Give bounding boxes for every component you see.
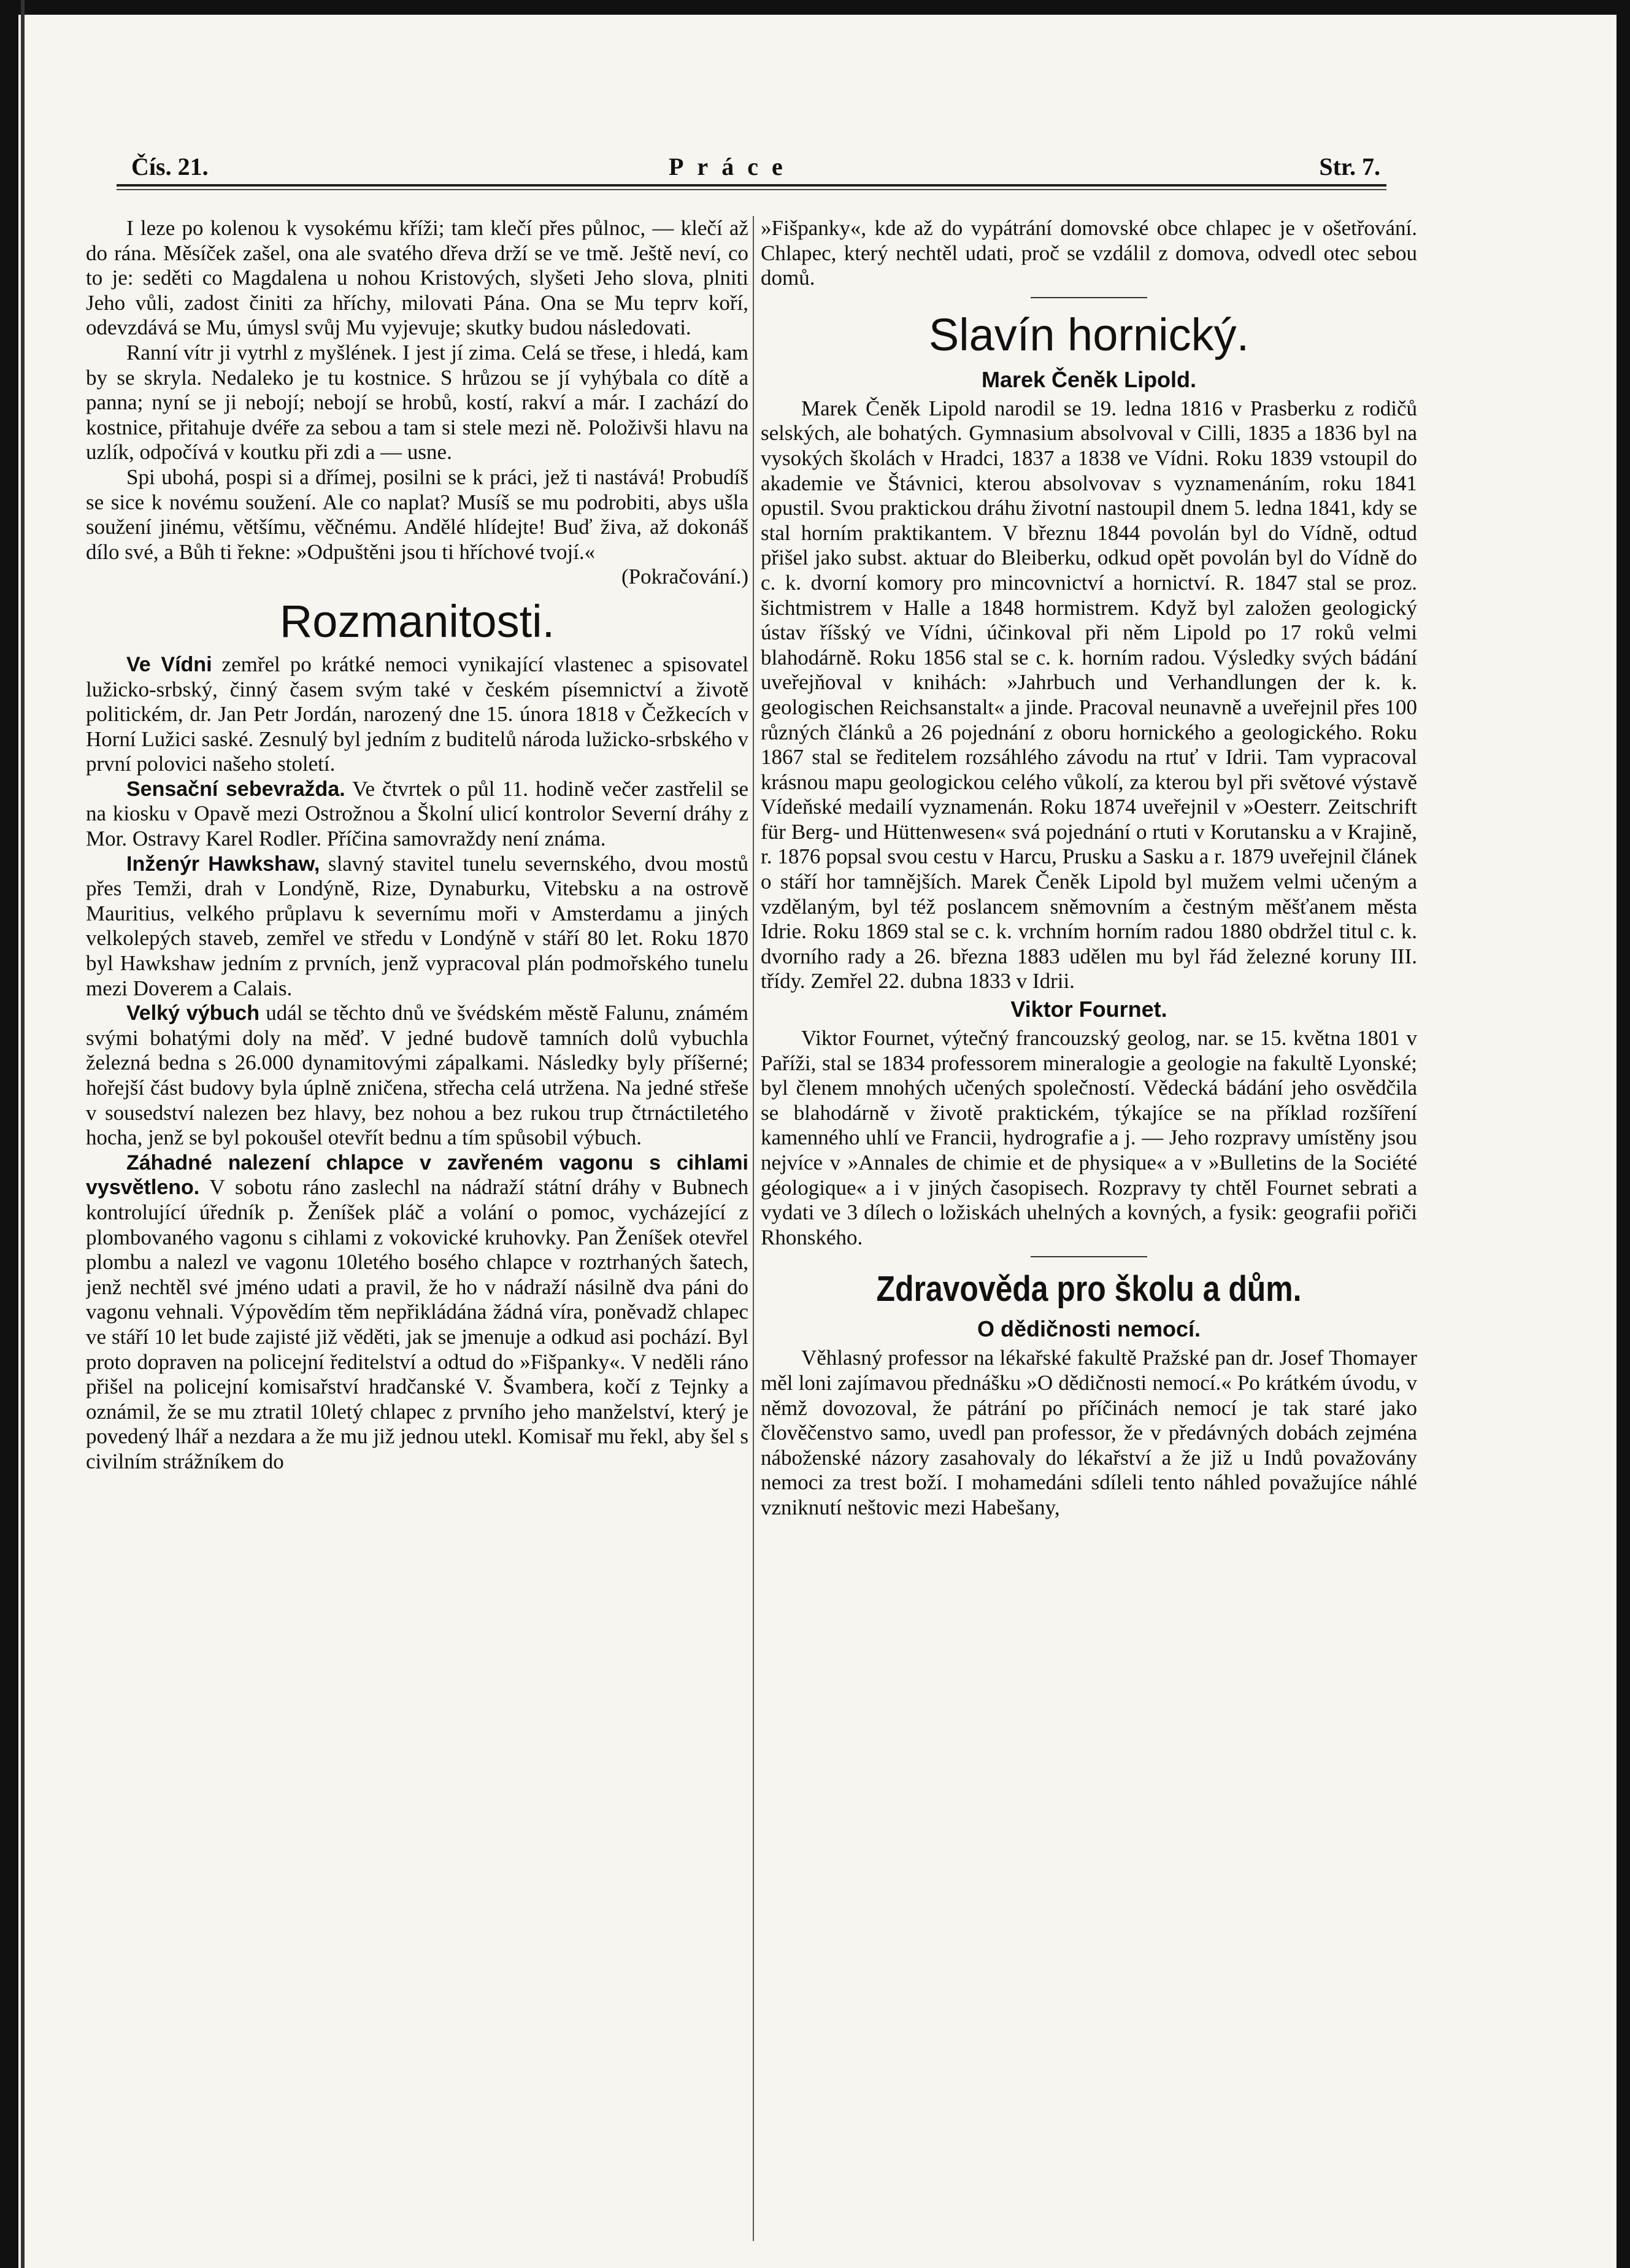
news-text: zemřel po krátké nemoci vynikající vlastenec a spisovatel lužicko-srbský, činný časem svým také v českém písemnictví a životě politickém, dr. Jan Petr Jordán, narozený dne 15. února 1818 v Čežkecích v Horní Lužici saské. Zesnulý byl jedním z buditelů národa lužicko-srbského v první polovici našeho století.: [86, 652, 748, 776]
news-lead: Ve Vídni: [126, 652, 212, 676]
scan-border-top: [0, 0, 1630, 15]
scan-border-left: [0, 0, 18, 2268]
scan-border-right: [1617, 0, 1630, 2268]
right-column: [761, 216, 1417, 2259]
news-item: [86, 777, 748, 852]
story-paragraph-text: Spi ubohá, pospi si a dřímej, posilni se k práci, jež ti nastává! Probudíš se sice k novému soužení. Ale co naplat? Musíš se mu podrobiti, abys ušla soužení jinému, většímu, věčnému. Andělé hlídejte! Buď živa, až dokonáš dílo své, a Bůh ti řekne: »Odpuštěni jsou ti hříchové tvojí.«: [86, 465, 748, 564]
story-paragraph: [86, 465, 748, 589]
article-subtitle: O dědičnosti nemocí.: [977, 1316, 1201, 1342]
news-lead: Sensační sebevražda.: [126, 777, 345, 801]
news-item: [86, 1151, 748, 1475]
header-rule-thin: [117, 189, 1386, 190]
section-title-zdravoveda: Zdravověda pro školu a dům.: [876, 1269, 1302, 1310]
news-item: [86, 1001, 748, 1151]
news-item: [86, 852, 748, 1001]
news-text: V sobotu ráno zaslechl na nádraží státní dráhy v Bubnech kontrolující úředník p. Ženíšek pláč a volání o pomoc, vycházející z plombovaného vagonu s cihlami z vokovické kruhovky. Pan Ženíšek otevřel plombu a nalezl ve vagonu 10letého bosého chlapce v roztrhaných šatech, jenž nechtěl své jméno udati a pravil, že ho v nádraží násilně dva páni do vagonu vehnali. Výpovědím těm nepřikládána žádná víra, poněvadž chlapec ve stáří 10 let bude zajisté již věděti, jak se jmenuje a odkud asi pochází. Byl proto dopraven na policejní ředitelství a odtud do »Fišpanky«. V neděli ráno přišel na policejní komisařství hradčanské V. Švambera, kočí z Tejnky a oznámil, že se mu ztratil 10letý chlapec z prvního jeho manželství, který je povedený lhář a nezdara a že mu již jednou utekl. Komisař mu řekl, aby šel s civilním strážníkem do: [86, 1175, 748, 1473]
scan-border-left-inner: [21, 0, 25, 2268]
separator-rule: [1031, 297, 1147, 298]
left-column: [86, 216, 748, 2259]
issue-number: Čís. 21.: [131, 153, 209, 180]
continued-paragraph: »Fišpanky«, kde až do vypátrání domovské obce chlapec je v ošetřování. Chlapec, který nechtěl udati, proč se vzdálil z domova, odvedl otec sebou domů.: [761, 216, 1417, 290]
news-text: slavný stavitel tunelu severnského, dvou mostů přes Temži, drah v Londýně, Rize, Dynaburku, Vitebsku a na ostrově Mauritius, velkého průplavu k severnímu moři v Amsterdamu a jiných velkolepých staveb, zemřel ve středu v Londýně v stáří 80 let. Roku 1870 byl Hawkshaw jedním z prvních, jenž vypracoval plán podmořského tunelu mezi Doverem a Calais.: [86, 851, 748, 1000]
news-text: Ve čtvrtek o půl 11. hodině večer zastřelil se na kiosku v Opavě mezi Ostrožnou a Školní ulicí kontrolor Severní dráhy z Mor. Ostravy Karel Rodler. Příčina samovraždy není známa.: [86, 776, 748, 851]
news-lead: Velký výbuch: [126, 1001, 259, 1025]
page-number: Str. 7.: [1319, 153, 1380, 180]
header-rule: [117, 184, 1386, 187]
publication-title: Práce: [669, 153, 796, 180]
article-text: Věhlasný professor na lékařské fakultě Pražské pan dr. Josef Thomayer měl loni zajímavou přednášku »O dědičnosti nemocí.« Po krátkém úvodu, v němž dovozoval, že pátrání po příčinách nemocí je tak staré jako člověčenstvo samo, uvedl pan professor, že v předávných dobách zejména náboženské názory zasahovaly do lékařství a že již u Indů považovány nemoci za trest boží. I mohamedáni sdíleli tento náhled považujíce náhlé vzniknutí neštovic mezi Habešany,: [761, 1346, 1417, 1519]
continuation-note: (Pokračování.): [621, 565, 748, 589]
separator-rule: [1031, 1256, 1147, 1257]
section-title-slavin: Slavín hornický.: [928, 309, 1250, 360]
news-item: [86, 652, 748, 777]
news-lead: Záhadné nalezení chlapce v zavřeném vagonu s cihlami vysvětleno.: [86, 1151, 748, 1200]
story-paragraph: Ranní vítr ji vytrhl z myšlének. I jest jí zima. Celá se třese, i hledá, kam by se skryla. Nedaleko je tu kostnice. S hrůzou se jí vyhýbala co dítě a panna; nyní se ji nebojí; nebojí se hrobů, kostí, rakví a már. I zachází do kostnice, přitahuje dvéře za sebou a tam si stele mezi ně. Položivši hlavu na uzlík, odpočívá v koutku při zdi a — usne.: [86, 340, 748, 465]
story-paragraph: I leze po kolenou k vysokému kříži; tam klečí přes půlnoc, — klečí až do rána. Měsíček zašel, ona ale svatého dřeva drží se ve tmě. Ještě neví, co to je: seděti co Magdalena u nohou Kristových, slyšeti Jeho slova, plniti Jeho vůli, zadost činiti za hříchy, milovati Pána. Ona se Mu teprv koří, odevzdává se Mu, úmysl svůj Mu vyjevuje; skutky budou následovati.: [86, 216, 748, 340]
news-lead: Inženýr Hawkshaw,: [126, 852, 320, 876]
news-text: udál se těchto dnů ve švédském městě Falunu, známém svými bohatými doly na měď. V jedné budově tamních dolů vybuchla železná bedna s 26.000 dynamitovými zápalkami. Následky byly příšerné; hořejší část budovy byla úplně zničena, střecha celá utržena. Na jedné střeše v sousedství nalezen bez hlavy, bez nohou a bez rukou trup čtrnáctiletého hocha, jenž se byl pokoušel otevřít bednu a tím spůsobil výbuch.: [86, 1001, 748, 1150]
section-title-rozmanitosti: Rozmanitosti.: [279, 595, 555, 647]
biography-name: Marek Čeněk Lipold.: [981, 366, 1197, 392]
biography-text: Marek Čeněk Lipold narodil se 19. ledna 1816 v Prasberku z rodičů selských, ale bohatých. Gymnasium absolvoval v Cilli, 1835 a 1836 byl na vysokých školách v Hradci, 1837 a 1838 ve Vídni. Roku 1839 vstoupil do akademie ve Štávnici, kterou absolvovav s vyznamenáním, roku 1841 opustil. Svou praktickou dráhu životní nastoupil dnem 5. ledna 1841, kdy se stal horním praktikantem. V březnu 1844 povolán byl do Vídně, odtud přišel jako subst. aktuar do Bleiberku, odkud opět povolán byl do Vídně do c. k. dvorní komory pro mincovnictví a hornictví. R. 1847 stal se proz. šichtmistrem v Halle a 1848 hormistrem. Když byl založen geologický ústav říšský ve Vídni, účinkoval při něm Lipold po 17 roků velmi blahodárně. Roku 1856 stal se c. k. horním radou. Výsledky svých bádání uveřejňoval v knihách: »Jahrbuch und Verhandlungen der k. k. geologischen Reichsanstalt« a jinde. Pracoval neunavně a uveřejnil přes 100 různých článků a 26 pojednání z oboru hornického a geologického. Roku 1867 stal se ředitelem rozsáhlého závodu na rtuť v Idrii. Tam vypracoval krásnou mapu geologickou celého vůkolí, za kterou byl při světové výstavě Vídeňské medailí vyznamenán. Roku 1874 uveřejnil v »Oesterr. Zeitschrift für Berg- und Hüttenwesen« svá pojednání o rtuti v Korutansku a v Krajině, r. 1876 popsal svou cestu v Harcu, Prusku a Sasku a r. 1879 uveřejnil článek o stáří hor tamnějších. Marek Čeněk Lipold byl mužem velmi učeným a vzdělaným, byl též poslancem sněmovním a čestným měšťanem města Idrie. Roku 1869 stal se c. k. vrchním horním radou 1880 obdržel titul c. k. dvorního rady a 26. března 1883 udělen mu byl řád železné koruny III. třídy. Zemřel 22. dubna 1833 v Idrii.: [761, 396, 1417, 993]
page-header: [117, 146, 1386, 183]
column-divider: [753, 216, 754, 2241]
biography-name: Viktor Fournet.: [1010, 997, 1167, 1022]
biography-text: Viktor Fournet, výtečný francouzský geolog, nar. se 15. května 1801 v Paříži, stal se 1834 professorem mineralogie a geologie na fakultě Lyonské; byl členem mnohých učených společností. Vědecká bádání jeho osvědčila se blahodárně v životě praktickém, týkajíce se na příklad rozšíření kamenného uhlí ve Francii, hydrografie a j. — Jeho rozpravy umístěny jsou nejvíce v »Annales de chimie et de physique« a v »Bulletins de la Société géologique« a i v jiných časopisech. Rozpravy ty chtěl Fournet sebrati a vydati ve 3 dílech o ložiskách uhelných a kovných, a fysik: geografii pořiči Rhonského.: [761, 1026, 1417, 1249]
